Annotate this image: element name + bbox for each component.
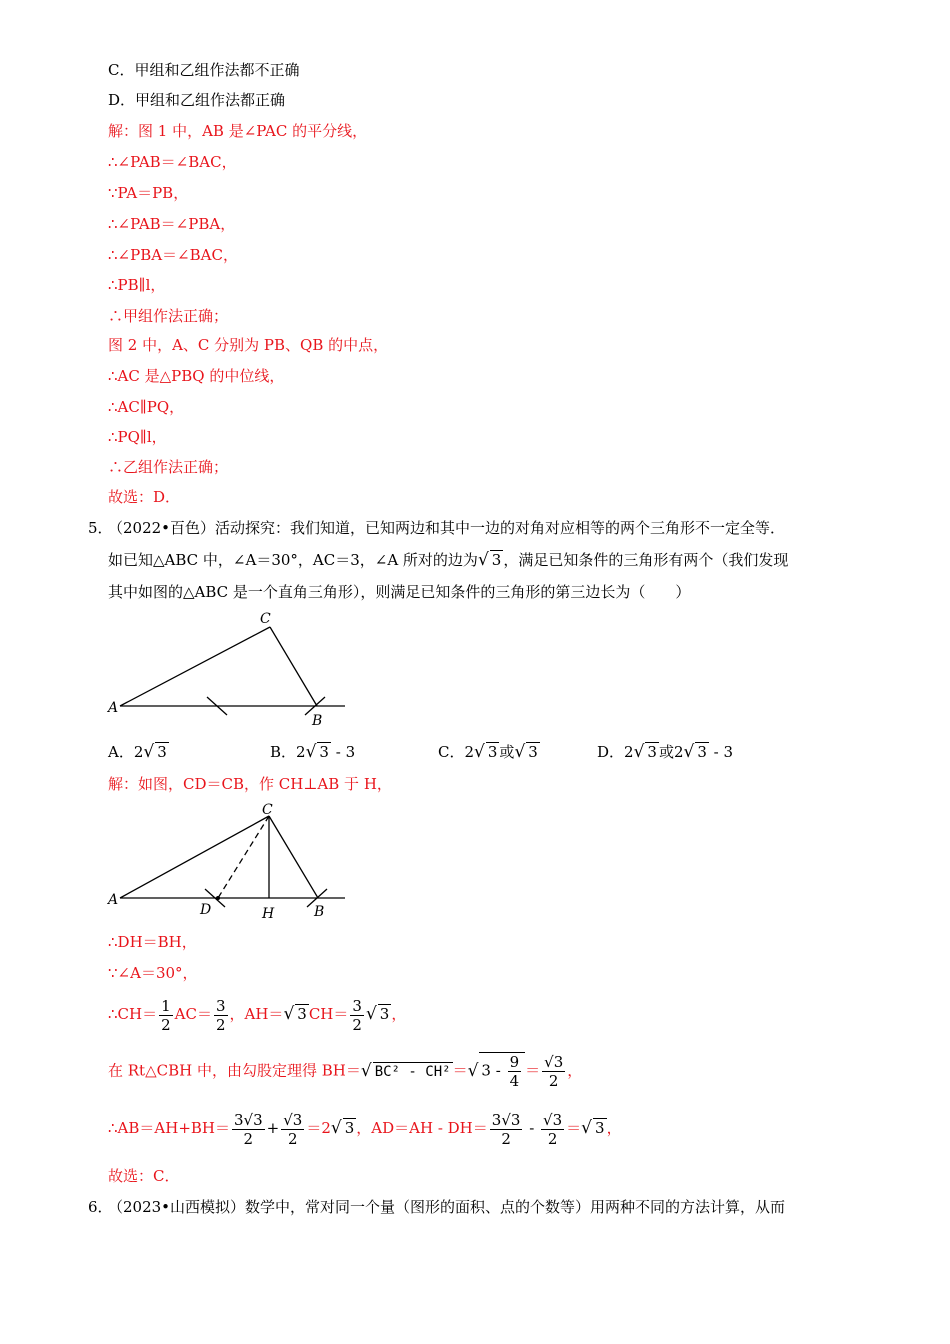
option-c: C．甲组和乙组作法都不正确 (108, 61, 300, 79)
question-text: 如已知△ABC 中，∠A＝30°，AC＝3，∠A 所对的边为√ 3 ，满足已知条件的三角形有两个（我们发现 (108, 550, 789, 570)
solution-line: 解：图 1 中，AB 是∠PAC 的平分线， (108, 122, 368, 140)
solution-line: ∴甲组作法正确； (108, 307, 229, 325)
answer-line: 故选：C． (108, 1167, 180, 1185)
question-text: 其中如图的△ABC 是一个直角三角形），则满足已知条件的三角形的第三边长为（ ） (108, 583, 691, 601)
solution-line: ∴∠PAB＝∠BAC， (108, 153, 237, 171)
label-c: C (262, 802, 273, 818)
solution-line-bh: 在 Rt△CBH 中，由勾股定理得 BH＝√ BC² - CH² ＝√ 3 - $\frac{9}{4}$ ＝ $\frac{√3}{2}$ ， (108, 1053, 583, 1090)
solution-line: ∴乙组作法正确； (108, 458, 229, 476)
solution-intro: 解：如图，CD＝CB，作 CH⊥AB 于 H， (108, 775, 392, 793)
answer-line: 故选：D． (108, 488, 181, 506)
question-text: （2022•百色）活动探究：我们知道，已知两边和其中一边的对角对应相等的两个三角形不一定全等． (108, 519, 786, 537)
label-a: A (108, 700, 119, 716)
question-number: 6． (88, 1198, 113, 1216)
option-b: B．2√ 3 - 3 (270, 742, 356, 762)
label-a: A (108, 892, 119, 908)
solution-line: ∴∠PAB＝∠PBA， (108, 215, 236, 233)
solution-line: ∴DH＝BH， (108, 933, 197, 951)
solution-line: ∴AC∥PQ， (108, 398, 185, 416)
solution-line: ∴PQ∥l， (108, 428, 167, 446)
triangle-figure-1 (100, 605, 360, 730)
solution-line-ab: ∴AB＝AH+BH＝ $\frac{3√3}{2}$ + $\frac{√3}{2}$ ＝2√ 3 ，AD＝AH - DH＝ $\frac{3√3}{2}$ - $\frac{√3}{2}$ ＝√ 3 ， (108, 1110, 622, 1148)
label-b: B (314, 904, 325, 920)
solution-line: ∴PB∥l， (108, 276, 166, 294)
label-c: C (260, 611, 271, 627)
option-c: C．2√ 3 或√ 3 (438, 742, 538, 762)
solution-line: ∴AC 是△PBQ 的中位线， (108, 367, 285, 385)
solution-line: ∵PA＝PB， (108, 184, 189, 202)
option-d: D．2√ 3 或2√ 3 - 3 (597, 742, 734, 762)
option-d: D．甲组和乙组作法都正确 (108, 91, 286, 109)
label-d: D (200, 902, 212, 918)
label-b: B (312, 713, 323, 729)
question-text: （2023•山西模拟）数学中，常对同一个量（图形的面积、点的个数等）用两种不同的方法计算，从而 (108, 1198, 786, 1216)
option-a: A．2√ 3 (108, 742, 167, 762)
solution-line: ∵∠A＝30°， (108, 964, 198, 982)
solution-line-ch: ∴CH＝ $\frac{1}{2}$ AC＝ $\frac{3}{2}$ ，AH＝√ 3 CH＝ $\frac{3}{2}$ √ 3 ， (108, 996, 407, 1034)
triangle-figure-2 (100, 796, 360, 928)
label-h: H (262, 906, 275, 922)
solution-line: ∴∠PBA＝∠BAC， (108, 246, 238, 264)
question-number: 5． (88, 519, 113, 537)
solution-line: 图 2 中，A、C 分别为 PB、QB 的中点， (108, 336, 389, 354)
